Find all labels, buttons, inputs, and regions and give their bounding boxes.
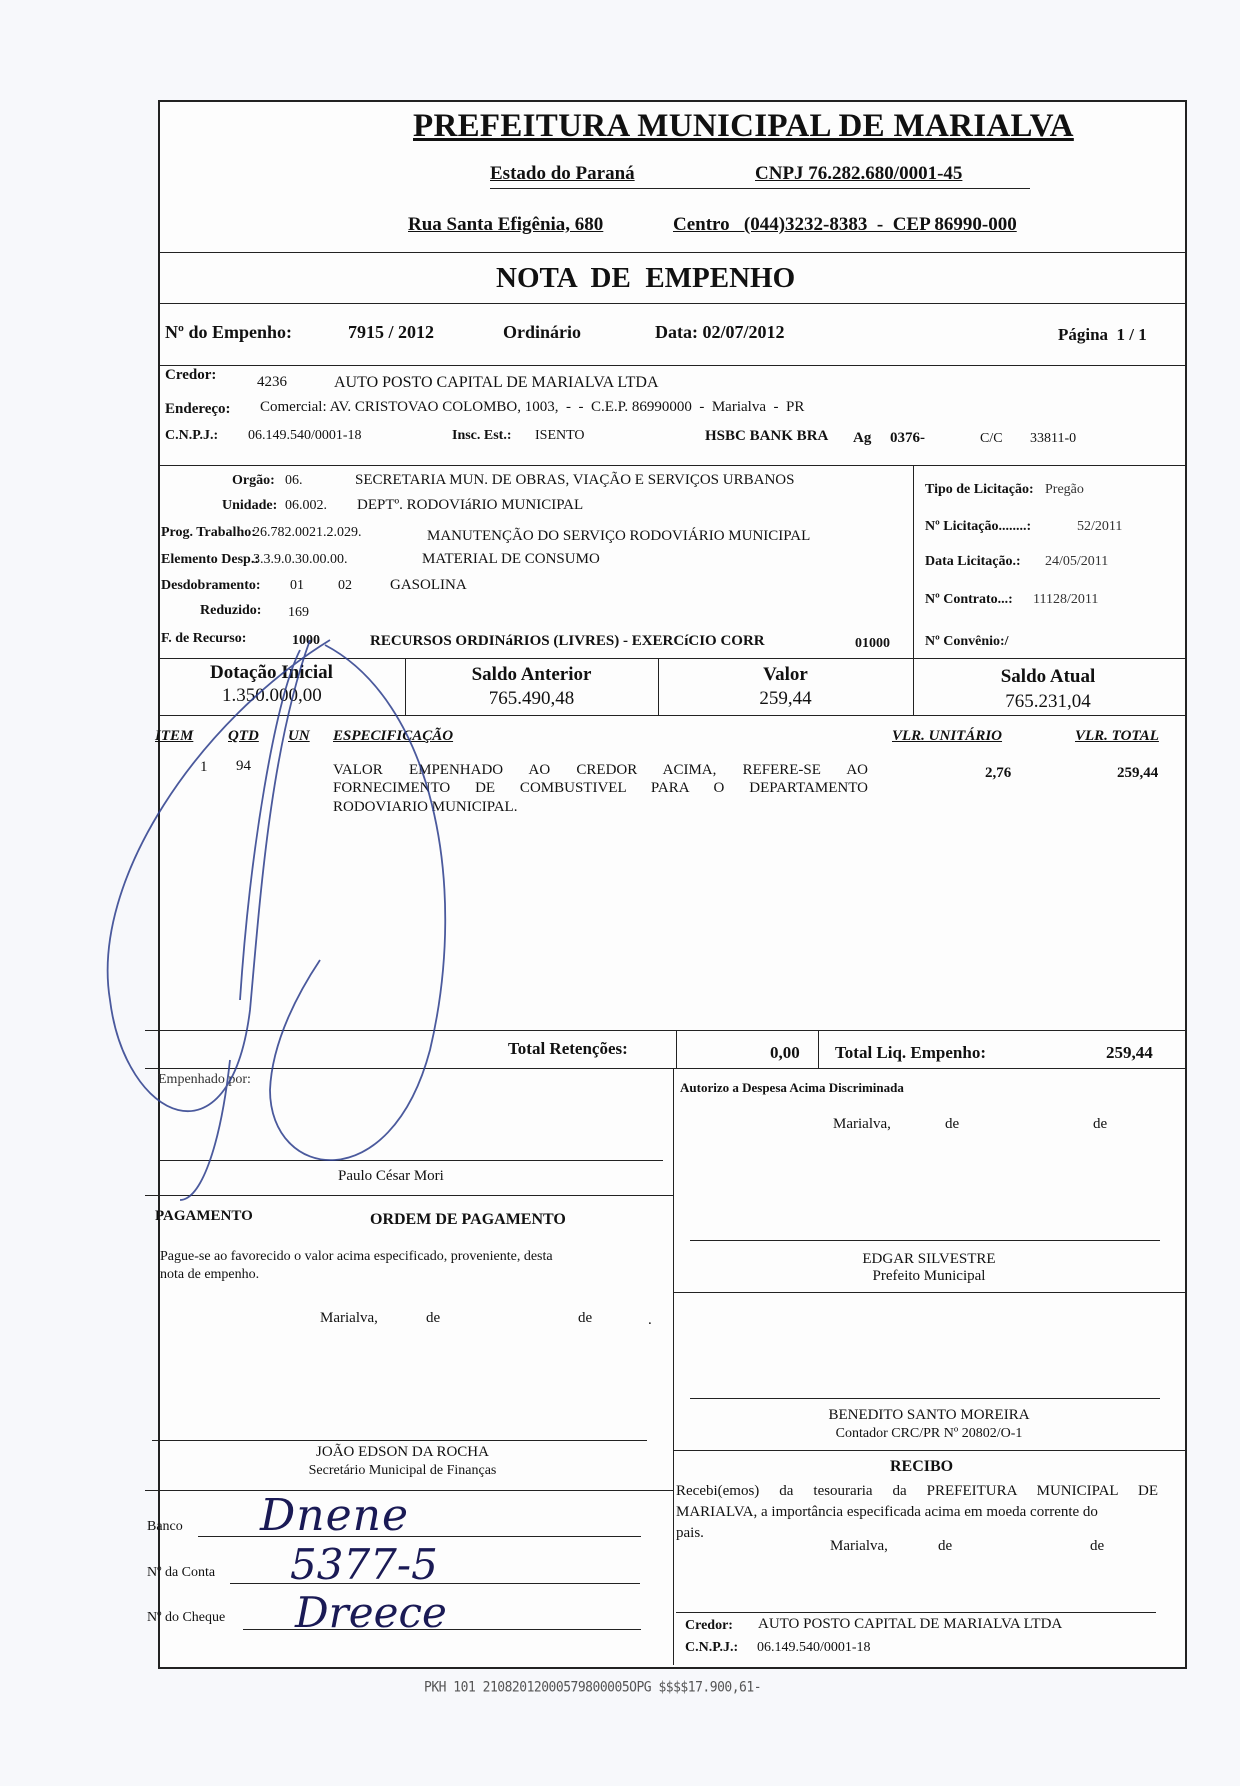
dotacao-label: Dotação Inicial [210,662,333,683]
item-total-value: 259,44 [1117,765,1159,781]
recibo-cnpj-label: C.N.P.J.: [685,1640,739,1655]
num-licitacao: 52/2011 [1077,519,1123,534]
recibo-line-3: pais. [676,1525,704,1541]
empenho-number: 7915 / 2012 [348,322,435,342]
credor-code: 4236 [257,374,287,390]
col-un: UN [288,728,310,744]
banco-handwritten: Dnene [260,1490,410,1541]
address: Rua Santa Efigênia, 680 [408,214,604,235]
contrato-value: 11128/2011 [1033,592,1099,607]
ordem-pagamento-label: ORDEM DE PAGAMENTO [370,1211,566,1228]
insc-label: Insc. Est.: [452,428,512,443]
recibo-de-2: de [1090,1538,1105,1554]
recibo-title: RECIBO [890,1458,954,1475]
valor-label: Valor [763,664,808,685]
contrato-label: Nº Contrato...: [925,592,1013,607]
valor-value: 259,44 [759,688,812,709]
reduzido-value: 169 [288,605,309,620]
reduzido-label: Reduzido: [200,603,262,618]
insc-value: ISENTO [535,428,585,443]
document-title: NOTA DE EMPENHO [496,262,796,294]
retencoes-label: Total Retenções: [508,1039,628,1058]
secretario-name: JOÃO EDSON DA ROCHA [316,1444,489,1460]
cc-label: C/C [980,431,1003,446]
item-qtd: 94 [236,758,251,774]
pagamento-text-1: Pague-se ao favorecido o valor acima especificado, proveniente, desta [160,1249,553,1264]
bank-name: HSBC BANK BRA [705,428,829,444]
ag-label: Ag [853,430,872,446]
cnpj-prefeitura: CNPJ 76.282.680/0001-45 [755,163,963,184]
prefeito-role: Prefeito Municipal [872,1268,986,1284]
recurso-num: 01000 [855,636,890,651]
credor-label: Credor: [165,367,217,383]
conta-handwritten: 5377-5 [290,1540,438,1589]
pagamento-de-2: de [578,1310,593,1326]
state-name: Estado do Paraná [490,163,635,184]
unidade-label: Unidade: [222,498,278,513]
item-spec-line-1: VALOR EMPENHADO AO CREDOR ACIMA, REFERE-SE AO [333,762,868,778]
desdob-name: GASOLINA [390,577,467,593]
saldo-anterior-label: Saldo Anterior [471,664,592,685]
num-licitacao-label: Nº Licitação........: [925,519,1032,534]
orgao-code: 06. [285,473,303,488]
unidade-name: DEPTº. RODOVIáRIO MUNICIPAL [357,497,584,513]
conta-label: Nº da Conta [147,1565,216,1580]
orgao-name: SECRETARIA MUN. DE OBRAS, VIAÇÃO E SERVIÇOS URBANOS [355,472,795,488]
col-vlr-unitario: VLR. UNITÁRIO [892,728,1003,744]
empenho-date: Data: 02/07/2012 [655,322,785,342]
recurso-label: F. de Recurso: [161,631,247,646]
item-unit-value: 2,76 [985,765,1012,781]
empenhado-signer: Paulo César Mori [338,1168,444,1184]
elemento-label: Elemento Desp.: [161,552,259,567]
scan-footer-code: PKH 101 21082012000579800005OPG $$$$17.900,61- [424,1679,762,1696]
desdob-label: Desdobramento: [161,578,261,593]
page-indicator: Página 1 / 1 [1058,325,1147,344]
pagamento-dot: . [648,1312,652,1328]
recibo-credor-label: Credor: [685,1618,733,1633]
saldo-atual-label: Saldo Atual [1000,666,1096,687]
recibo-credor: AUTO POSTO CAPITAL DE MARIALVA LTDA [758,1616,1063,1632]
cnpj-label: C.N.P.J.: [165,428,219,443]
cheque-handwritten: Dreece [295,1588,447,1637]
orgao-label: Orgão: [232,473,275,488]
convenio-label: Nº Convênio:/ [925,634,1009,649]
recibo-line-2: MARIALVA, a importância especificada acima em moeda corrente do [676,1504,1098,1520]
credor-address: Comercial: AV. CRISTOVAO COLOMBO, 1003, - - C.E.P. 86990000 - Marialva - PR [260,399,805,415]
tipo-licitacao-label: Tipo de Licitação: [925,482,1034,497]
elemento-code: 3.3.9.0.30.00.00. [253,552,348,567]
recibo-line-1: Recebi(emos) da tesouraria da PREFEITURA MUNICIPAL DE [676,1483,1158,1499]
dotacao-value: 1.350.000,00 [222,685,322,706]
municipality-title: PREFEITURA MUNICIPAL DE MARIALVA [413,108,1074,144]
banco-label: Banco [147,1519,183,1534]
autorizo-de-1: de [945,1116,960,1132]
empenho-type: Ordinário [503,322,582,342]
col-especificacao: ESPECIFICAÇÃO [333,728,454,744]
recurso-code: 1000 [292,633,320,648]
pagamento-de-1: de [426,1310,441,1326]
col-qtd: QTD [228,728,259,744]
data-licitacao-label: Data Licitação.: [925,554,1021,569]
pagamento-text-2: nota de empenho. [160,1267,260,1282]
ag-value: 0376- [890,430,925,446]
prog-code: 26.782.0021.2.029. [253,525,362,540]
saldo-anterior-value: 765.490,48 [488,688,575,709]
liq-empenho-value: 259,44 [1106,1043,1153,1062]
item-spec-line-3: RODOVIARIO MUNICIPAL. [333,799,518,815]
autorizo-de-2: de [1093,1116,1108,1132]
secretario-role: Secretário Municipal de Finanças [308,1463,497,1478]
col-vlr-total: VLR. TOTAL [1075,728,1159,744]
recurso-name: RECURSOS ORDINáRIOS (LIVRES) - EXERCíCIO CORR [370,633,765,649]
prefeito-name: EDGAR SILVESTRE [862,1251,996,1267]
district-phone-cep: Centro (044)3232-8383 - CEP 86990-000 [673,214,1017,235]
credor-cnpj: 06.149.540/0001-18 [248,428,362,443]
autorizo-place: Marialva, [833,1116,891,1132]
autorizo-label: Autorizo a Despesa Acima Discriminada [680,1080,904,1095]
recibo-cnpj: 06.149.540/0001-18 [757,1640,871,1655]
empenhado-label: Empenhado por: [158,1072,251,1087]
liq-empenho-label: Total Liq. Empenho: [835,1043,986,1062]
address-label: Endereço: [165,401,231,417]
desdob-code-2: 02 [338,578,352,593]
data-licitacao: 24/05/2011 [1045,554,1109,569]
contador-role: Contador CRC/PR Nº 20802/O-1 [835,1426,1023,1441]
tipo-licitacao: Pregão [1045,482,1084,497]
cheque-label: Nº do Cheque [147,1610,226,1625]
elemento-name: MATERIAL DE CONSUMO [422,551,600,567]
recibo-place: Marialva, [830,1538,888,1554]
desdob-code-1: 01 [290,578,304,593]
saldo-atual-value: 765.231,04 [1005,691,1091,712]
empenho-number-label: Nº do Empenho: [165,322,292,342]
prog-label: Prog. Trabalho: [161,525,256,540]
contador-name: BENEDITO SANTO MOREIRA [828,1407,1030,1423]
pagamento-place: Marialva, [320,1310,378,1326]
pagamento-label: PAGAMENTO [155,1208,253,1224]
recibo-de-1: de [938,1538,953,1554]
col-item: ITEM [155,728,194,744]
credor-name: AUTO POSTO CAPITAL DE MARIALVA LTDA [334,374,659,391]
item-spec-line-2: FORNECIMENTO DE COMBUSTIVEL PARA O DEPARTAMENTO [333,780,868,796]
retencoes-value: 0,00 [770,1043,800,1062]
unidade-code: 06.002. [285,498,327,513]
item-number: 1 [200,759,208,775]
prog-name: MANUTENÇÃO DO SERVIÇO RODOVIÁRIO MUNICIPAL [427,528,811,544]
cc-value: 33811-0 [1030,431,1077,446]
